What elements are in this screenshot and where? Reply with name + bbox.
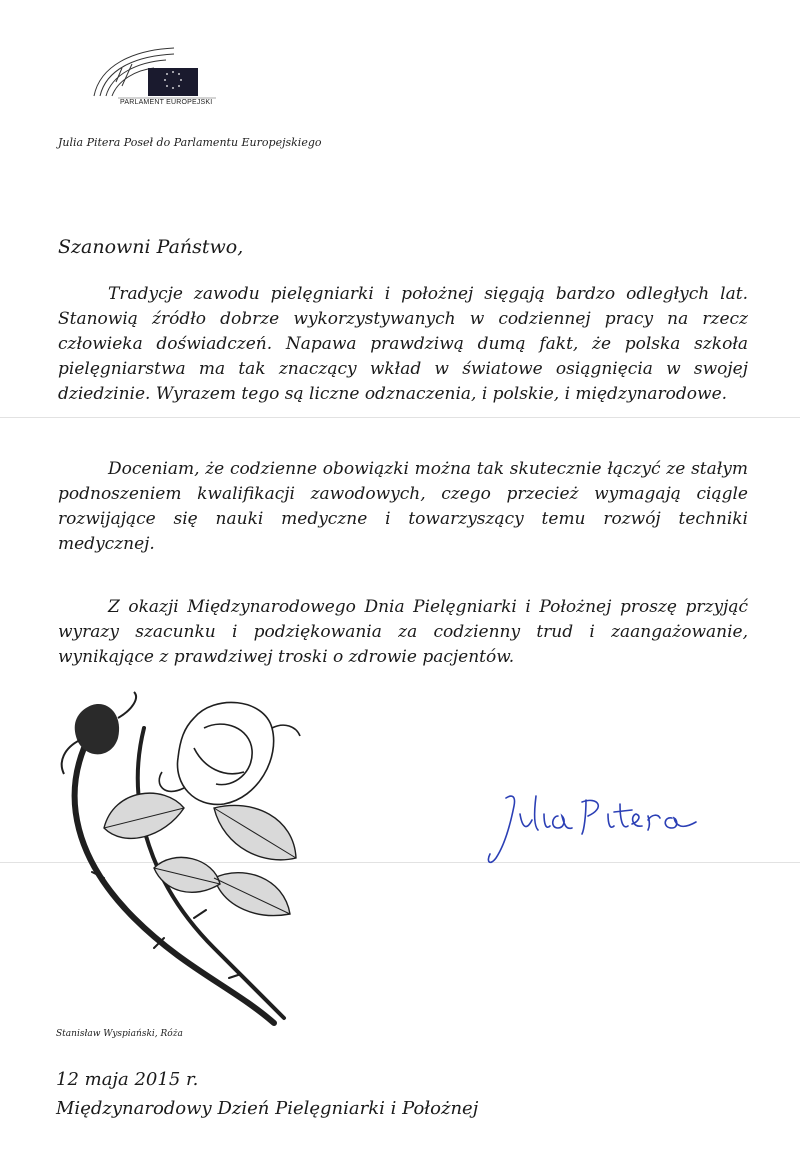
letter-paragraph: Z okazji Międzynarodowego Dnia Pielęgniarki i Położnej proszę przyjąć wyrazy szacunku i podziękowania za codzienny trud i zaangażowanie, wynikające z prawdziwej troski o zdrowie pacjentów. <box>58 597 748 667</box>
handwritten-signature <box>482 786 702 876</box>
signature-icon <box>482 786 702 876</box>
logo-wordmark: PARLAMENT EUROPEJSKI <box>120 99 213 106</box>
rose-illustration <box>44 688 334 1028</box>
illustration-caption: Stanisław Wyspiański, Róża <box>56 1029 183 1039</box>
letter-date: 12 maja 2015 r. <box>56 1069 199 1090</box>
occasion-title: Międzynarodowy Dzień Pielęgniarki i Położnej <box>56 1098 479 1119</box>
salutation: Szanowni Państwo, <box>58 236 244 258</box>
letter-paragraph: Tradycje zawodu pielęgniarki i położnej sięgają bardzo odległych lat. Stanowią źródło dobrze wykorzystywanych w codziennej pracy na rzecz człowieka doświadczeń. Napawa prawdziwą dumą fakt, że polska szkoła pielęgniarstwa ma tak znaczący wkład w światowe osiągnięcia w swojej dziedzinie. Wyrazem tego są liczne odznaczenia, i polskie, i międzynarodowe. <box>58 284 748 404</box>
paper-fold-line <box>0 417 800 418</box>
rose-drawing-icon <box>44 688 334 1028</box>
european-parliament-logo <box>92 46 216 116</box>
sender-line: Julia Pitera Poseł do Parlamentu Europejskiego <box>58 136 322 149</box>
letter-paragraph: Doceniam, że codzienne obowiązki można tak skutecznie łączyć ze stałym podnoszeniem kwalifikacji zawodowych, czego przecież wymagają ciągle rozwijające się nauki medyczne i towarzyszący temu rozwój techniki medycznej. <box>58 459 748 554</box>
